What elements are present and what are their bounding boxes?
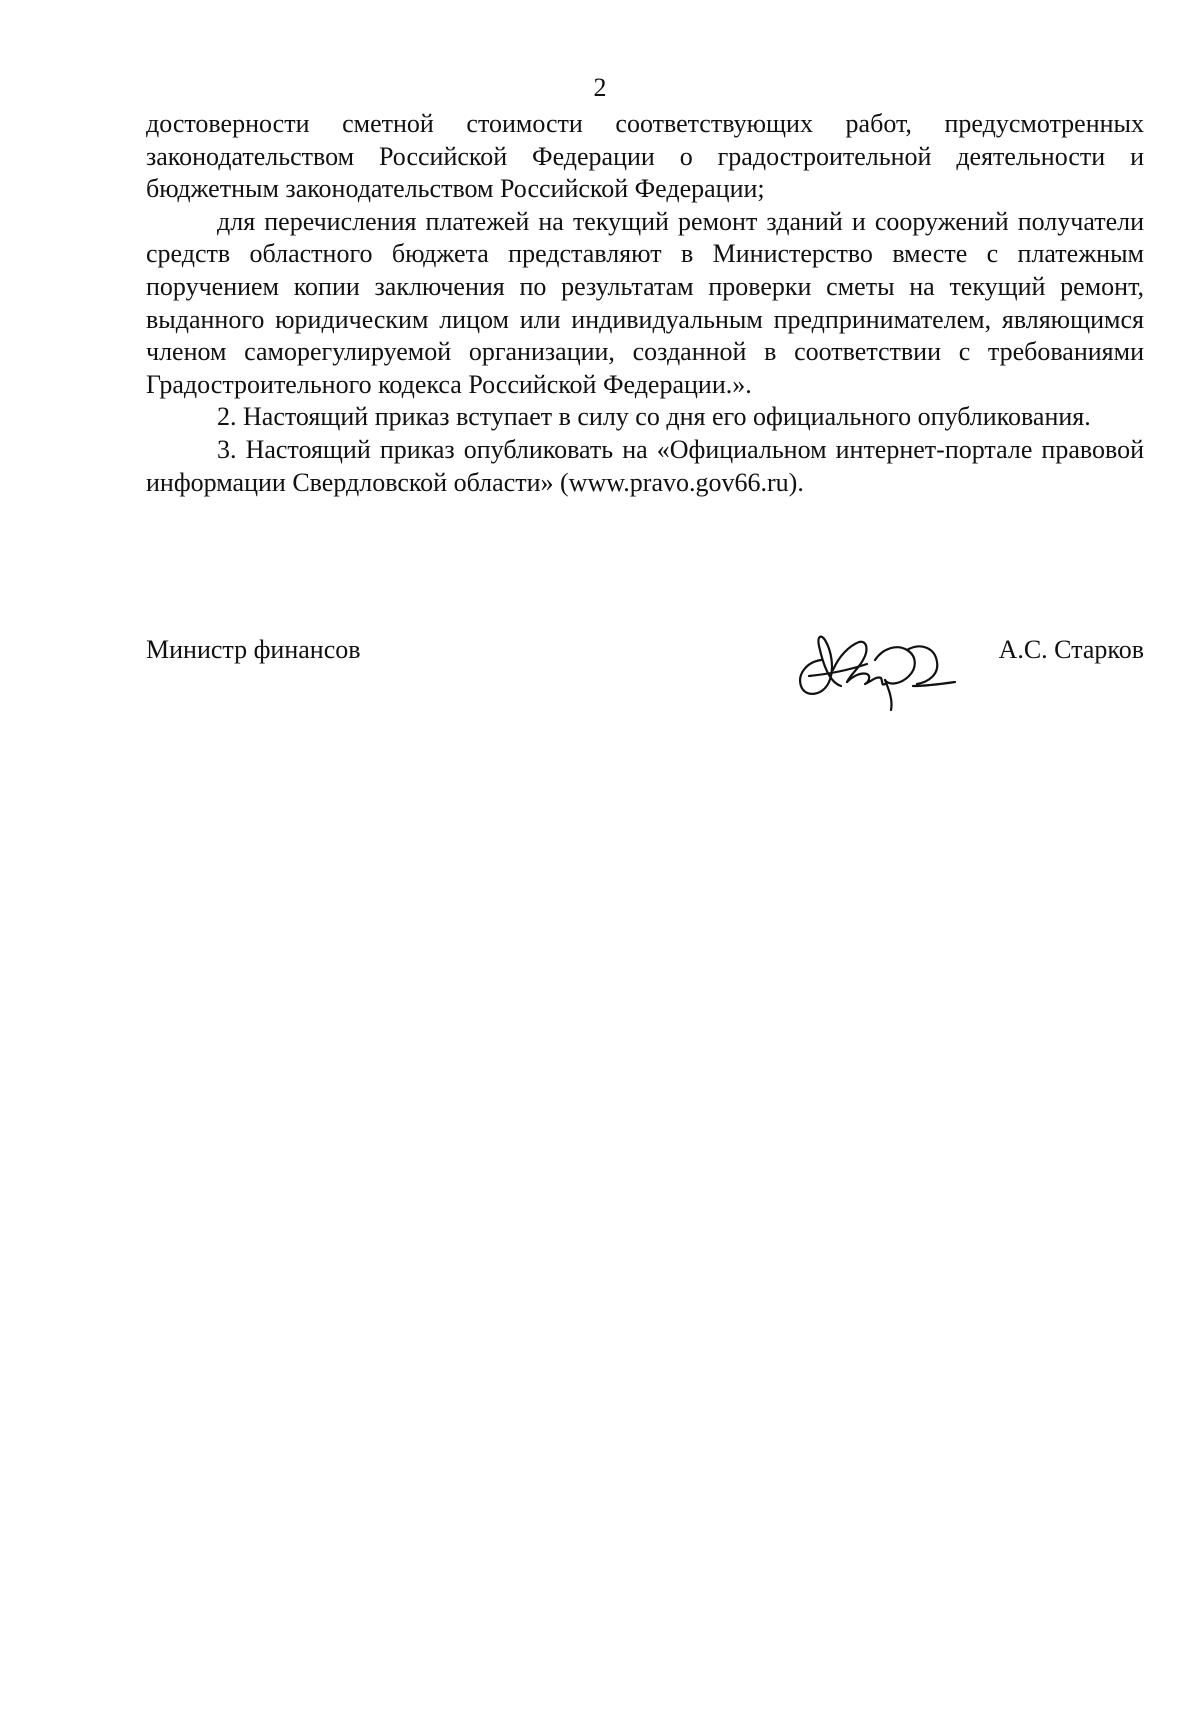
paragraph-publication: 3. Настоящий приказ опубликовать на «Официальном интернет-портале правовой информации Свердловской области» (www.pravo.gov66.ru).: [146, 434, 1144, 497]
signer-name: А.С. Старков: [998, 635, 1144, 664]
signature-block: [146, 628, 1144, 708]
paragraph-payment-rules: для перечисления платежей на текущий ремонт зданий и сооружений получатели средств областного бюджета представляют в Министерство вместе с платежным поручением копии заключения по результатам проверки сметы на текущий ремонт, выданного юридическим лицом или индивидуальным предпринимателем, являющимся членом саморегулируемой организации, созданной в соответствии с требованиями Градостроительного кодекса Российской Федерации.».: [146, 206, 1144, 399]
document-body: [146, 108, 1144, 499]
paragraph-entry-into-force: 2. Настоящий приказ вступает в силу со дня его официального опубликования.: [217, 402, 1091, 432]
handwritten-signature: [789, 620, 959, 712]
signer-position: Министр финансов: [146, 635, 361, 664]
page-number: 2: [593, 73, 607, 102]
paragraph-continuation: достоверности сметной стоимости соответствующих работ, предусмотренных законодательством Российской Федерации о градостроительной деятельности и бюджетным законодательством Российской Федерации;: [146, 109, 1144, 204]
